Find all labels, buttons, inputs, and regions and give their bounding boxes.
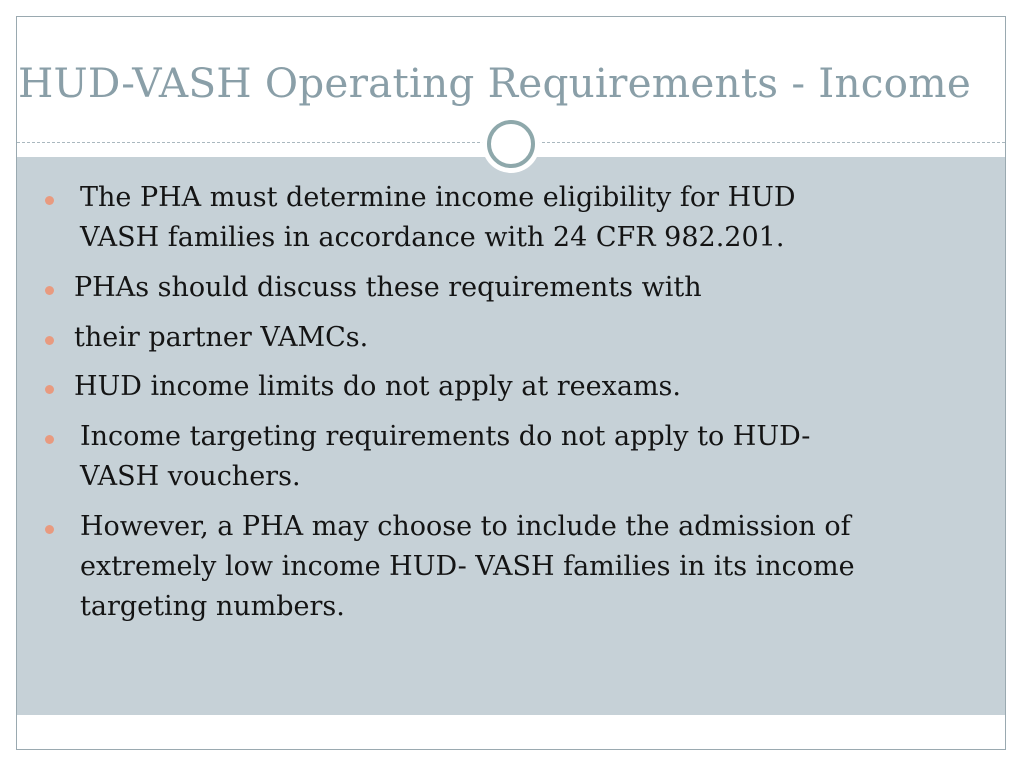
bullet-line: Income targeting requirements do not apply to HUD- [80, 421, 811, 452]
bullet-item [74, 367, 681, 407]
ornament-ring [487, 120, 535, 168]
bullet-dot-icon [45, 336, 54, 345]
bullet-item [80, 178, 796, 258]
bullet-item [74, 268, 702, 308]
bullet-line: VASH vouchers. [80, 461, 301, 492]
bullet-dot-icon [45, 525, 54, 534]
bullet-line: VASH families in accordance with 24 CFR 982.201. [80, 222, 785, 253]
bullet-text [80, 507, 855, 627]
bullet-line: However, a PHA may choose to include the admission of [80, 511, 851, 542]
bullet-dot-icon [45, 286, 54, 295]
bullet-text: their partner VAMCs. [74, 322, 369, 353]
slide-title: HUD-VASH Operating Requirements - Income [18, 59, 972, 107]
bullet-item [80, 417, 810, 497]
bullet-line: extremely low income HUD- VASH families in its income [80, 551, 855, 582]
bullet-dot-icon [45, 435, 54, 444]
bullet-dot-icon [45, 385, 54, 394]
bullet-text: PHAs should discuss these requirements with [74, 272, 702, 303]
bullet-text: HUD income limits do not apply at reexams. [74, 371, 681, 402]
bullet-item [80, 507, 855, 627]
bullet-dot-icon [45, 196, 54, 205]
bullet-line: The PHA must determine income eligibility for HUD [80, 182, 796, 213]
circle-ring-icon [482, 115, 540, 173]
bullet-item [74, 318, 368, 358]
bullet-text [80, 178, 796, 258]
bullet-line: targeting numbers. [80, 591, 345, 622]
bullet-text [80, 417, 810, 497]
